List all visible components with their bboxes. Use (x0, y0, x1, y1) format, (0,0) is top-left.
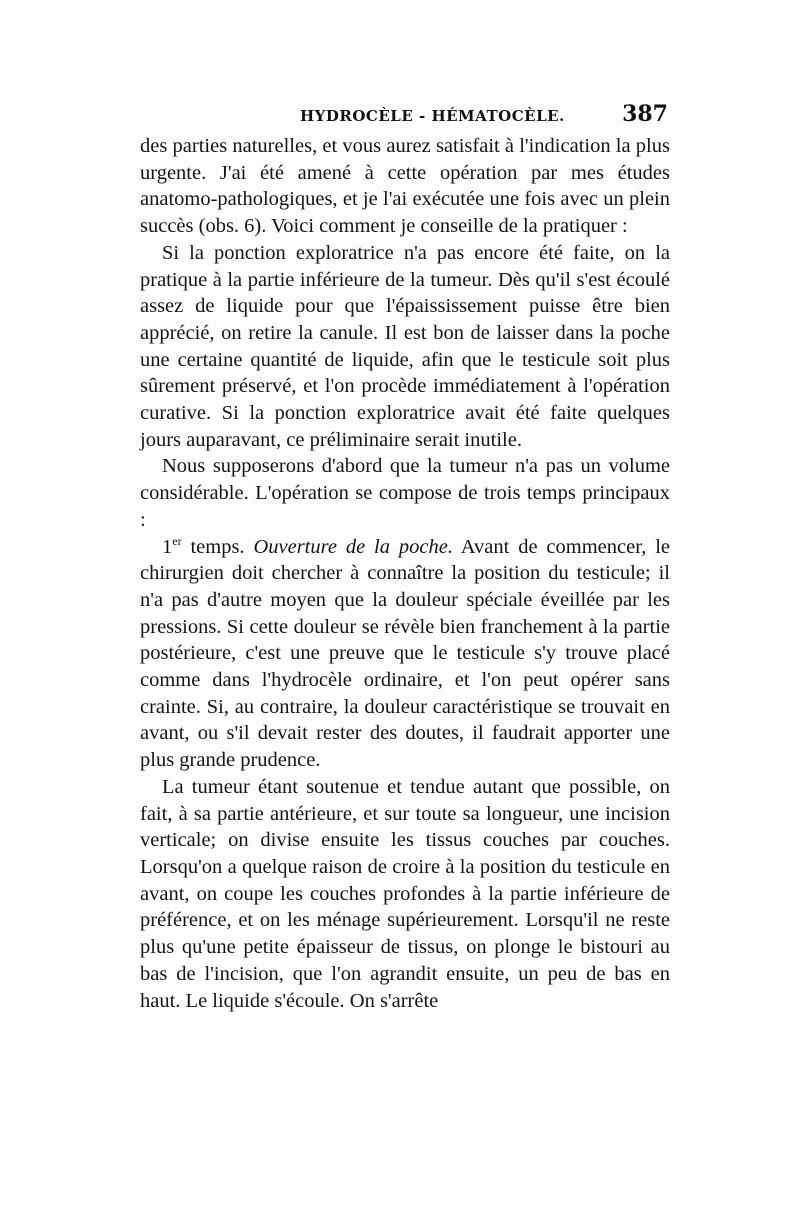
running-title: HYDROCÈLE - HÉMATOCÈLE. (300, 107, 565, 125)
body-text (140, 133, 670, 1014)
paragraph-continuation: des parties naturelles, et vous aurez satisfait à l'indication la plus urgente. J'ai été amené à cette opération par mes études anatomo-pathologiques, et je l'ai exécutée une fois avec un plein succès (obs. 6). Voici comment je conseille de la pratiquer : (140, 135, 670, 238)
page-header (140, 101, 668, 131)
paragraph-ponction: Si la ponction exploratrice n'a pas encore été faite, on la pratique à la partie inférieure de la tumeur. Dès qu'il s'est écoulé assez de liquide pour que l'épaississement puisse être bien apprécié, on retire la canule. Il est bon de laisser dans la poche une certaine quantité de liquide, afin que le testicule soit plus sûrement préservé, et l'on procède immédiatement à l'opération curative. Si la ponction exploratrice avait été faite quelques jours auparavant, ce préliminaire serait inutile. (140, 241, 670, 451)
paragraph-first-step (140, 534, 670, 774)
paragraph-tumeur: La tumeur étant soutenue et tendue autant que possible, on fait, à sa partie antérieure, et sur toute sa longueur, une incision verticale; on divise ensuite les tissus couches par couches. Lorsqu'on a quelque raison de croire à la position du testicule en avant, on coupe les couches profondes à la partie inférieure de préférence, et on les ménage supérieurement. Lorsqu'il ne reste plus qu'une petite épaisseur de tissus, on plonge le bistouri au bas de l'incision, que l'on agrandit ensuite, un peu de bas en haut. Le liquide s'écoule. On s'arrête (140, 775, 670, 1012)
step-label: temps. (190, 535, 245, 558)
page-number: 387 (622, 101, 668, 127)
step-number: 1 (162, 535, 173, 558)
step-superscript: er (172, 533, 182, 548)
step-heading: Ouverture de la poche. (253, 535, 453, 558)
step-text: Avant de commencer, le chirurgien doit chercher à connaître la position du testicule; il n'a pas d'autre moyen que la douleur spéciale éveillée par les pressions. Si cette douleur se révèle bien franchement à la partie postérieure, c'est une preuve que le testicule s'y trouve placé comme dans l'hydrocèle ordinaire, et l'on peut opérer sans crainte. Si, au contraire, la douleur caractéristique se trouvait en avant, ou s'il devait rester des doutes, il faudrait apporter une plus grande prudence. (140, 535, 671, 772)
paragraph-supposition: Nous supposerons d'abord que la tumeur n'a pas un volume considérable. L'opération se compose de trois temps principaux : (140, 455, 670, 531)
